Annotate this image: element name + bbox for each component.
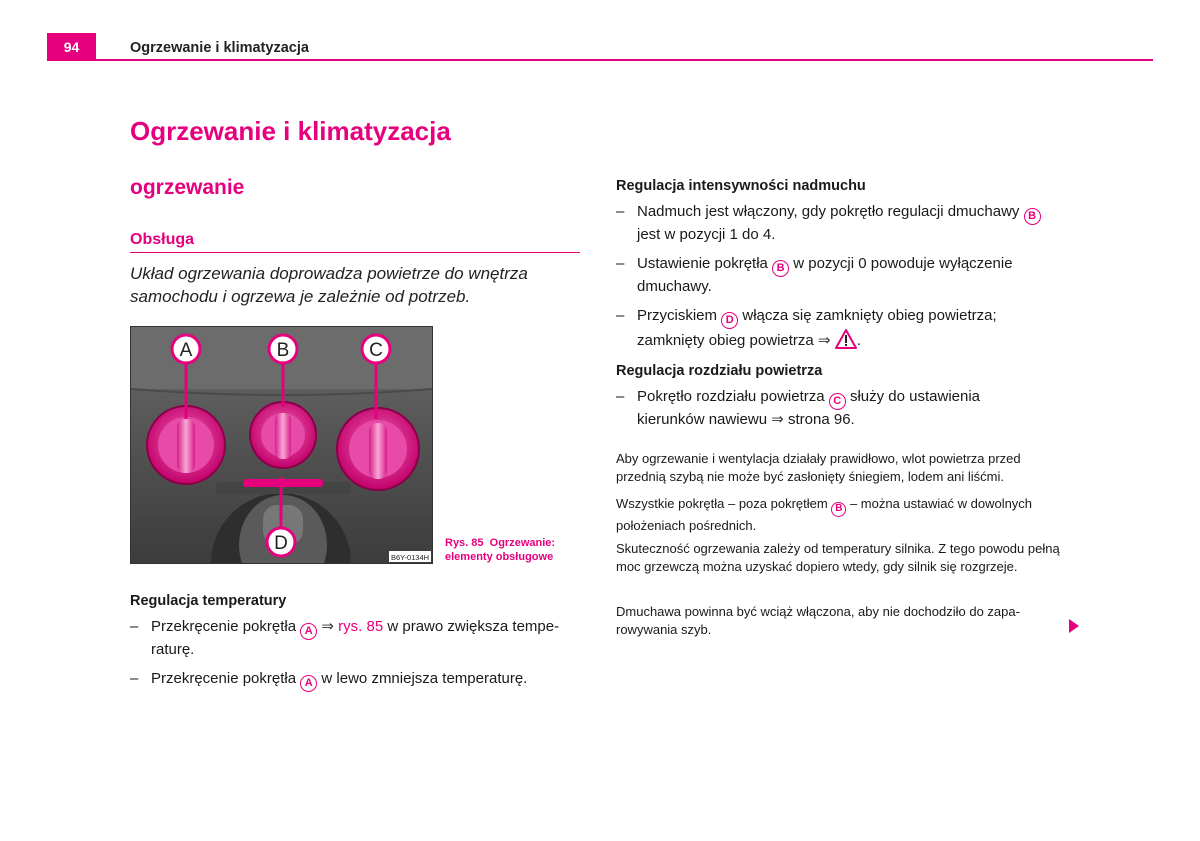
figure-label-c: C — [369, 340, 383, 361]
note-2: Wszystkie pokrętła – poza pokrętłem B – można ustawiać w dowolnych położeniach pośrednich. — [616, 496, 1033, 533]
header-rule — [47, 59, 1153, 61]
page-link[interactable]: strona 96. — [788, 411, 855, 428]
knob-b-graphic — [250, 402, 316, 468]
control-b-ref: B — [772, 260, 789, 277]
figure-link[interactable]: rys. 85 — [338, 618, 384, 635]
figure-label-b: B — [276, 340, 290, 361]
blower-bullet-1: – Nadmuch jest włączony, gdy pokrętło regulacji dmuchawy B jest w pozycji 1 do 4. — [616, 202, 1071, 245]
warning-icon[interactable] — [835, 329, 857, 349]
temp-heading: Regulacja temperatury — [130, 593, 287, 609]
figure-label-a: A — [179, 340, 193, 361]
note-1: Aby ogrzewanie i wentylacja działały prawidłowo, wlot powietrza przed przednią szybą nie może być zasłonięty śniegiem, lodem ani liśćmi. — [616, 451, 1021, 484]
subsection-rule — [130, 252, 580, 253]
page-number: 94 — [47, 33, 96, 60]
control-a-ref: A — [300, 675, 317, 692]
subsection-title: Obsługa — [130, 231, 195, 248]
figure-code: B6Y-0134H — [390, 553, 430, 562]
note-3: Skuteczność ogrzewania zależy od temperatury silnika. Z tego powodu pełną moc grzewczą można uzyskać dopiero wtedy, gdy silnik się rozgrzeje. — [616, 541, 1060, 574]
section-title: ogrzewanie — [130, 176, 245, 199]
control-b-ref: B — [1024, 208, 1041, 225]
control-b-ref: B — [831, 502, 846, 517]
next-page-arrow-icon[interactable] — [1069, 619, 1079, 633]
figure-caption: Rys. 85 Ogrzewanie: elementy obsługowe — [445, 537, 556, 563]
temp-bullet-1: – Przekręcenie pokrętła A ⇒ rys. 85 w prawo zwiększa tempe- raturę. — [130, 618, 560, 658]
knob-c-graphic — [337, 408, 419, 490]
page-title: Ogrzewanie i klimatyzacja — [130, 116, 451, 146]
blower-bullet-2: – Ustawienie pokrętła B w pozycji 0 powoduje wyłączenie dmuchawy. — [616, 255, 1013, 295]
figure-label-d: D — [274, 533, 288, 554]
intro-text: Układ ogrzewania doprowadza powietrze do wnętrza samochodu i ogrzewa je zależnie od potrzeb. — [130, 264, 528, 306]
distribution-bullet-1: – Pokrętło rozdziału powietrza C służy do ustawienia kierunków nawiewu ⇒ strona 96. — [616, 388, 981, 428]
running-header: Ogrzewanie i klimatyzacja — [130, 40, 309, 56]
distribution-heading: Regulacja rozdziału powietrza — [616, 363, 823, 379]
control-c-ref: C — [829, 393, 846, 410]
temp-bullet-2: – Przekręcenie pokrętła A w lewo zmniejsza temperaturę. — [130, 669, 585, 692]
dashboard-controls-figure — [130, 326, 433, 564]
blower-heading: Regulacja intensywności nadmuchu — [616, 178, 866, 194]
blower-bullet-3: – Przyciskiem D włącza się zamknięty obieg powietrza; zamknięty obieg powietrza ⇒ . — [616, 307, 997, 349]
control-d-ref: D — [721, 312, 738, 329]
note-4: Dmuchawa powinna być wciąż włączona, aby nie dochodziło do zapa-rowywania szyb. — [616, 604, 1020, 637]
control-a-ref: A — [300, 623, 317, 640]
